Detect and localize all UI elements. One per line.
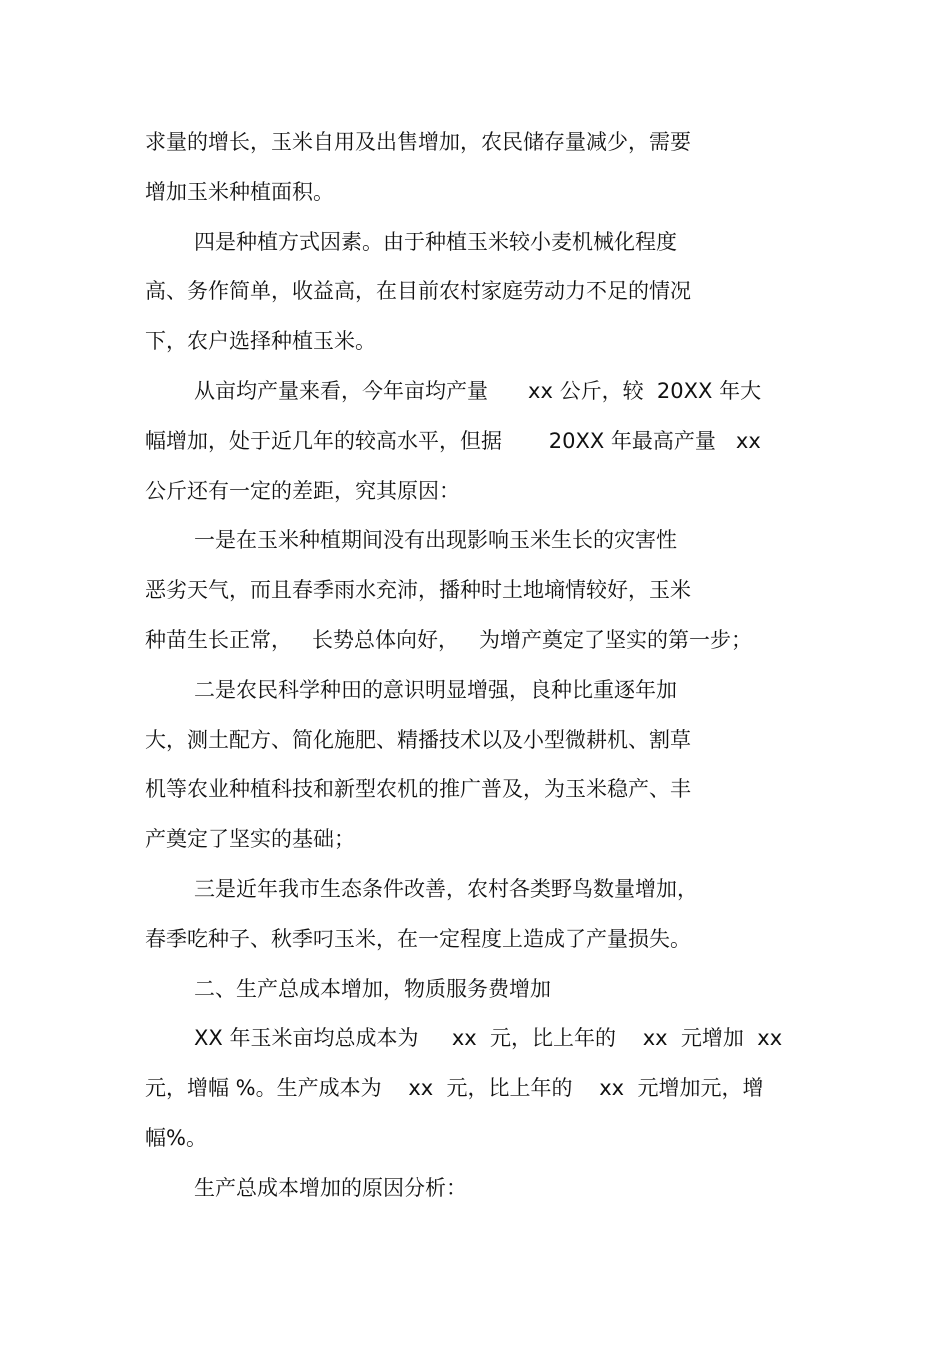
text-line: 增加玉米种植面积。 xyxy=(145,180,334,204)
paragraph-start-line: 四是种植方式因素。由于种植玉米较小麦机械化程度 xyxy=(194,230,677,254)
text-line: 大，测土配方、简化施肥、精播技术以及小型微耕机、割草 xyxy=(145,728,691,752)
section-heading: 二、生产总成本增加，物质服务费增加 xyxy=(194,977,551,1001)
paragraph-start-line: 一是在玉米种植期间没有出现影响玉米生长的灾害性 xyxy=(194,528,677,552)
text-line: 春季吃种子、秋季叼玉米，在一定程度上造成了产量损失。 xyxy=(145,927,691,951)
text-line: 高、务作简单，收益高，在目前农村家庭劳动力不足的情况 xyxy=(145,279,691,303)
paragraph-start-line: 三是近年我市生态条件改善，农村各类野鸟数量增加， xyxy=(194,877,698,901)
text-line: 种苗生长正常， 长势总体向好， 为增产奠定了坚实的第一步； xyxy=(145,628,753,652)
text-line: 元，增幅 %。生产成本为 xx 元，比上年的 xx 元增加元，增 xyxy=(145,1076,764,1100)
text-line: 恶劣天气，而且春季雨水充沛，播种时土地墒情较好，玉米 xyxy=(145,578,691,602)
text-line: 公斤还有一定的差距，究其原因： xyxy=(145,479,460,503)
paragraph-start-line: 二是农民科学种田的意识明显增强，良种比重逐年加 xyxy=(194,678,677,702)
text-line: 求量的增长，玉米自用及出售增加，农民储存量减少，需要 xyxy=(145,130,691,154)
text-line: 下，农户选择种植玉米。 xyxy=(145,329,376,353)
paragraph-start-line: 生产总成本增加的原因分析： xyxy=(194,1176,467,1200)
text-line: 幅%。 xyxy=(145,1126,207,1150)
paragraph-start-line: XX 年玉米亩均总成本为 xx 元，比上年的 xx 元增加 xx xyxy=(194,1026,783,1050)
text-line: 幅增加，处于近几年的较高水平，但据 20XX 年最高产量 xx xyxy=(145,429,761,453)
paragraph-start-line: 从亩均产量来看，今年亩均产量 xx 公斤，较 20XX 年大 xyxy=(194,379,762,403)
text-line: 机等农业种植科技和新型农机的推广普及，为玉米稳产、丰 xyxy=(145,777,691,801)
text-line: 产奠定了坚实的基础； xyxy=(145,827,355,851)
